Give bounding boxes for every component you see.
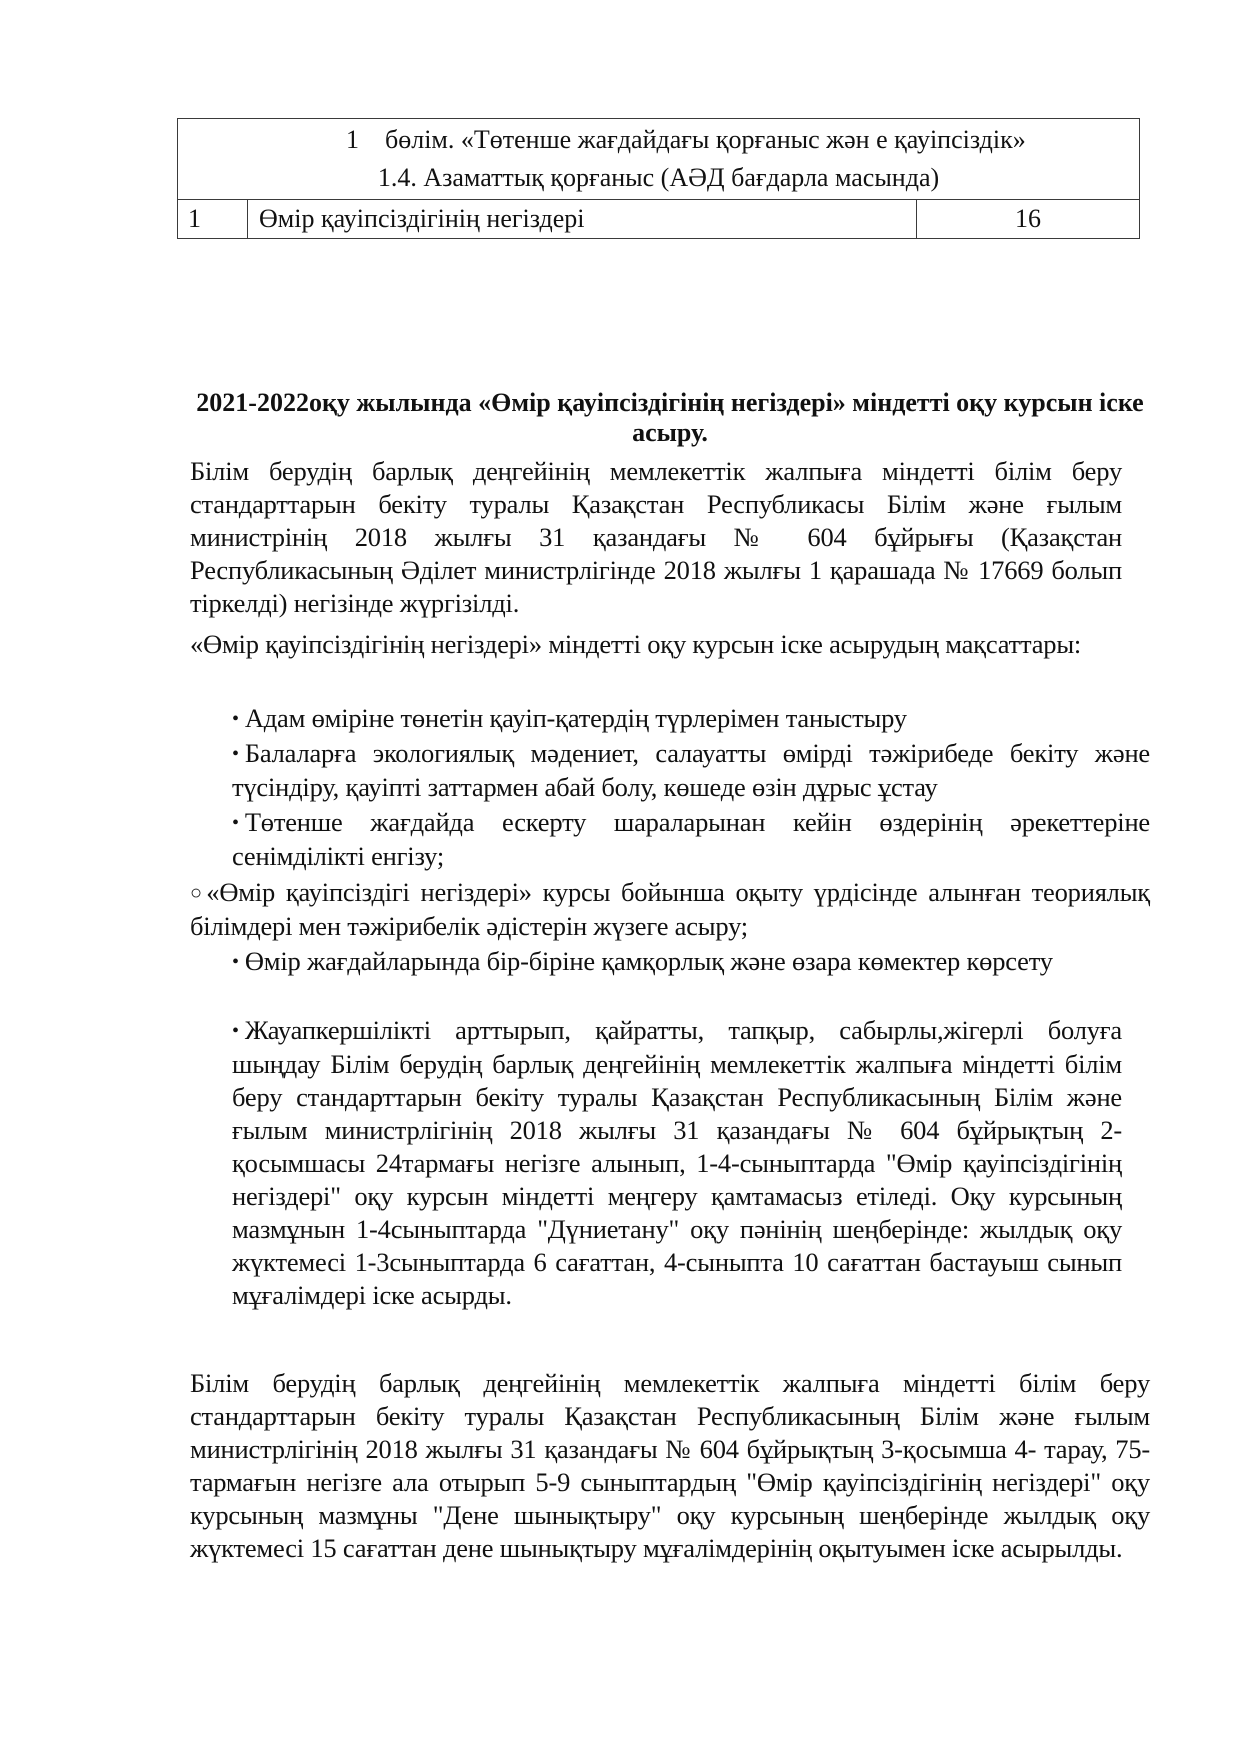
table-header-row <box>178 119 1140 200</box>
goal-list-item <box>232 806 1150 873</box>
table-header-cell <box>178 119 1140 200</box>
bullet-icon: • <box>232 951 239 973</box>
row-number: 1 <box>178 200 248 239</box>
row-title: Өмір қауіпсіздігінің негіздері <box>248 200 917 239</box>
goal-text: Жауапкершілікті арттырып, қайратты, тапқыр, сабырлы,жігерлі болуға шыңдау Білім берудің барлық деңгейінің мемлекеттік жалпыға міндетті білім беру стандарттарын бекіту туралы Қазақстан Республикасының Білім және ғылым министрлігінің 2018 жылғы 31 қазандағы № 604 бұйрықтың 2-қосымшасы 24тармағы негізге алынып, 1-4-сыныптарда "Өмір қауіпсіздігінің негіздері" оқу курсын міндетті меңгеру қамтамасыз етіледі. Оқу курсының мазмұнын 1-4сыныптарда "Дүниетану" оқу пәнінің шеңберінде: жылдық оқу жүктемесі 1-3сыныптарда 6 сағаттан, 4-сыныпта 10 сағаттан бастауыш сынып мұғалімдері іске асырды. <box>232 1015 1122 1310</box>
course-item-text: «Өмір қауіпсіздігі негіздері» курсы бойынша оқыту үрдісінде алынған теориялық білімдері мен тәжірибелік әдістерін жүзеге асыру; <box>190 877 1150 941</box>
section-heading: 2021-2022оқу жылында «Өмір қауіпсіздігінің негіздері» міндетті оқу курсын іске асыру. <box>196 388 1144 447</box>
goals-intro-paragraph: «Өмір қауіпсіздігінің негіздері» міндетті оқу курсын іске асырудың мақсаттары: <box>190 629 1082 659</box>
subsection-title: 1.4. Азаматтық қорғаныс (АӘД бағдарла масында) <box>377 163 940 192</box>
section-title-line <box>178 121 1139 159</box>
goal-list-item <box>232 737 1150 804</box>
bullet-icon: • <box>232 812 239 834</box>
bullet-icon: • <box>232 743 239 765</box>
goal-text: Адам өміріне төнетін қауіп-қатердің түрлерімен таныстыру <box>244 703 907 733</box>
circle-bullet-icon: ○ <box>190 882 207 904</box>
bullet-icon: • <box>232 1020 239 1042</box>
course-item-paragraph <box>190 876 1150 943</box>
section-number: 1 <box>346 125 359 154</box>
goal-list-item <box>232 1014 1122 1312</box>
curriculum-table <box>177 118 1140 239</box>
row-hours: 16 <box>917 200 1140 239</box>
section-title: бөлім. «Төтенше жағдайдағы қорғаныс жән е қауіпсіздік» <box>385 125 1026 154</box>
goal-text: Төтенше жағдайда ескерту шараларынан кейін өздерінің әрекеттеріне сенімділікті енгізу; <box>232 807 1150 871</box>
bullet-icon: • <box>232 708 239 730</box>
table-row <box>178 200 1140 239</box>
goal-list-item <box>232 702 1150 736</box>
goal-text: Өмір жағдайларында бір-біріне қамқорлық және өзара көмектер көрсету <box>244 946 1053 976</box>
goal-text: Балаларға экологиялық мәдениет, салауатты өмірді тәжірибеде бекіту және түсіндіру, қауіпті заттармен абай болу, көшеде өзін дұрыс ұстау <box>232 738 1150 802</box>
goal-list-item <box>232 945 1122 979</box>
closing-paragraph: Білім берудің барлық деңгейінің мемлекеттік жалпыға міндетті білім беру стандарттарын бекіту туралы Қазақстан Республикасының Білім және ғылым министрлігінің 2018 жылғы 31 қазандағы № 604 бұйрықтың 3-қосымша 4- тарау, 75-тармағын негізге ала отырып 5-9 сыныптардың "Өмір қауіпсіздігінің негіздері" оқу курсының мазмұны "Дене шынықтыру" оқу курсының шеңберінде жылдық оқу жүктемесі 15 сағаттан дене шынықтыру мұғалімдерінің оқытуымен іске асырылды. <box>190 1368 1150 1563</box>
intro-paragraph: Білім берудің барлық деңгейінің мемлекеттік жалпыға міндетті білім беру стандарттарын бекіту туралы Қазақстан Республикасы Білім және ғылым министрінің 2018 жылғы 31 қазандағы № 604 бұйрығы (Қазақстан Республикасының Әділет министрлігінде 2018 жылғы 1 қарашада № 17669 болып тіркелді) негізінде жүргізілді. <box>190 456 1122 618</box>
